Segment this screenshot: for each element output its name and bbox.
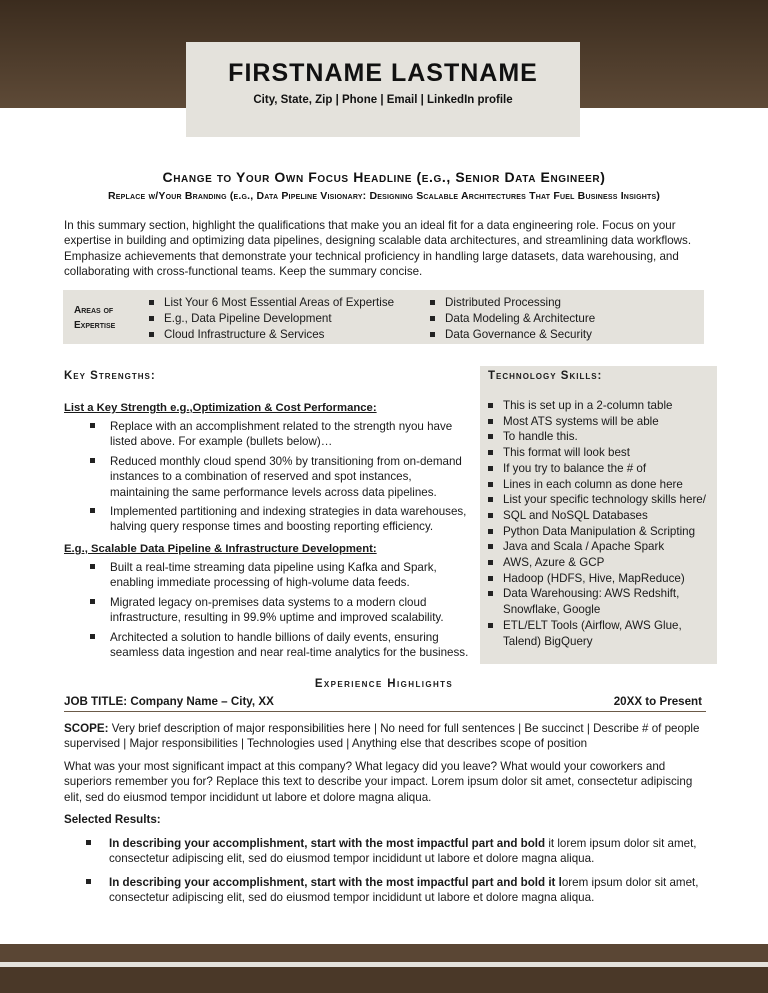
- candidate-name: FIRSTNAME LASTNAME: [228, 59, 538, 87]
- list-item: Data Governance & Security: [430, 327, 595, 343]
- list-item: AWS, Azure & GCP: [488, 555, 713, 571]
- technology-skills-box: [480, 366, 717, 664]
- impact-paragraph: What was your most significant impact at this company? What legacy did you leave? What would your coworkers and superiors remember you for? Replace this text to describe your impact. Lorem ipsum dolor sit amet, consectetur adipiscing elit, sed do eiusmod tempor incididunt ut labore et dolore magna aliqua.: [64, 760, 693, 804]
- technology-skills-heading: Technology Skills:: [488, 370, 603, 382]
- list-item: Java and Scala / Apache Spark: [488, 539, 713, 555]
- expertise-column-1: [149, 295, 394, 343]
- list-item: Architected a solution to handle billions of daily events, ensuring seamless data ingestion and near real-time analytics for the business.: [90, 630, 470, 661]
- strength-group-1-title: List a Key Strength e.g.,Optimization & Cost Performance:: [64, 402, 377, 414]
- experience-heading: Experience Highlights: [314, 678, 454, 690]
- list-item: Lines in each column as done here: [488, 477, 713, 493]
- branding-line: Replace w/Your Branding (e.g., Data Pipeline Visionary: Designing Scalable Architectures That Fuel Business Insights): [107, 190, 661, 202]
- list-item: Distributed Processing: [430, 295, 595, 311]
- scope-label: SCOPE:: [64, 722, 109, 735]
- list-item: Implemented partitioning and indexing strategies in data warehouses, halving query response times and boosting reporting efficiency.: [90, 504, 470, 535]
- scope-paragraph: [64, 721, 706, 752]
- job-dates: 20XX to Present: [613, 695, 702, 708]
- list-item: Reduced monthly cloud spend 30% by transitioning from on-demand instances to a combination of reserved and spot instances, maintaining the same performance levels across data pipelines.: [90, 454, 470, 500]
- selected-results-list: [86, 836, 706, 914]
- result-bold: In describing your accomplishment, start with the most impactful part and bold it l: [109, 875, 562, 889]
- list-item: Hadoop (HDFS, Hive, MapReduce): [488, 571, 713, 587]
- list-item: List your specific technology skills here/: [488, 492, 713, 508]
- strength-group-2-list: [90, 560, 470, 664]
- list-item: ETL/ELT Tools (Airflow, AWS Glue, Talend) BigQuery: [488, 618, 713, 649]
- list-item: This is set up in a 2-column table: [488, 398, 713, 414]
- scope-text: Very brief description of major responsibilities here | No need for full sentences | Be succinct | Describe # of people supervised | Major responsibilities | Technologies used | Anything else that describes scope of position: [64, 722, 700, 751]
- strength-group-2-title: E.g., Scalable Data Pipeline & Infrastructure Development:: [64, 543, 377, 555]
- list-item: [86, 875, 706, 906]
- job-title-row: [64, 694, 706, 712]
- contact-line: City, State, Zip | Phone | Email | LinkedIn profile: [253, 94, 513, 106]
- result-bold: In describing your accomplishment, start with the most impactful part and bold: [109, 837, 546, 850]
- list-item: Built a real-time streaming data pipeline using Kafka and Spark, enabling immediate processing of high-volume data feeds.: [90, 560, 470, 591]
- result-text: orem ipsum dolor sit amet, consectetur adipiscing elit, sed do eiusmod tempor incididunt ut labore et dolore magna aliqua.: [109, 875, 699, 905]
- job-title: JOB TITLE: Company Name – City, XX: [64, 695, 274, 708]
- list-item: This format will look best: [488, 445, 713, 461]
- areas-of-expertise: [63, 290, 704, 344]
- list-item: E.g., Data Pipeline Development: [149, 311, 394, 327]
- focus-headline: Change to Your Own Focus Headline (e.g., Senior Data Engineer): [162, 169, 606, 185]
- list-item: List Your 6 Most Essential Areas of Expertise: [149, 295, 394, 311]
- list-item: Python Data Manipulation & Scripting: [488, 524, 713, 540]
- list-item: Migrated legacy on-premises data systems to a modern cloud infrastructure, resulting in 99.9% uptime and improved scalability.: [90, 595, 470, 626]
- footer-band-lower: [0, 967, 768, 993]
- list-item: If you try to balance the # of: [488, 461, 713, 477]
- list-item: SQL and NoSQL Databases: [488, 508, 713, 524]
- selected-results-heading: Selected Results:: [64, 813, 161, 826]
- list-item: Most ATS systems will be able: [488, 414, 713, 430]
- list-item: [86, 836, 706, 867]
- technology-skills-list: [488, 398, 713, 649]
- expertise-column-2: [430, 295, 595, 343]
- list-item: Cloud Infrastructure & Services: [149, 327, 394, 343]
- list-item: Replace with an accomplishment related to the strength nyou have listed above. For example (bullets below)…: [90, 419, 470, 450]
- list-item: Data Modeling & Architecture: [430, 311, 595, 327]
- areas-label: Areas of Expertise: [74, 305, 116, 331]
- list-item: To handle this.: [488, 429, 713, 445]
- key-strengths-heading: Key Strengths:: [64, 370, 156, 382]
- list-item: Data Warehousing: AWS Redshift, Snowflake, Google: [488, 586, 713, 617]
- summary-paragraph: In this summary section, highlight the qualifications that make you an ideal fit for a data engineering role. Focus on your expertise in building and optimizing data pipelines, designing scalable data architectures, and streamlining data workflows. Emphasize achievements that demonstrate your technical proficiency in handling large datasets, data warehousing, and collaborating with cross-functional teams. Keep the summary concise.: [64, 219, 692, 279]
- strength-group-1-list: [90, 419, 470, 539]
- result-text: it lorem ipsum dolor sit amet, consectetur adipiscing elit, sed do eiusmod tempor incididunt ut labore et dolore magna aliqua.: [109, 837, 697, 866]
- name-box: [186, 42, 580, 137]
